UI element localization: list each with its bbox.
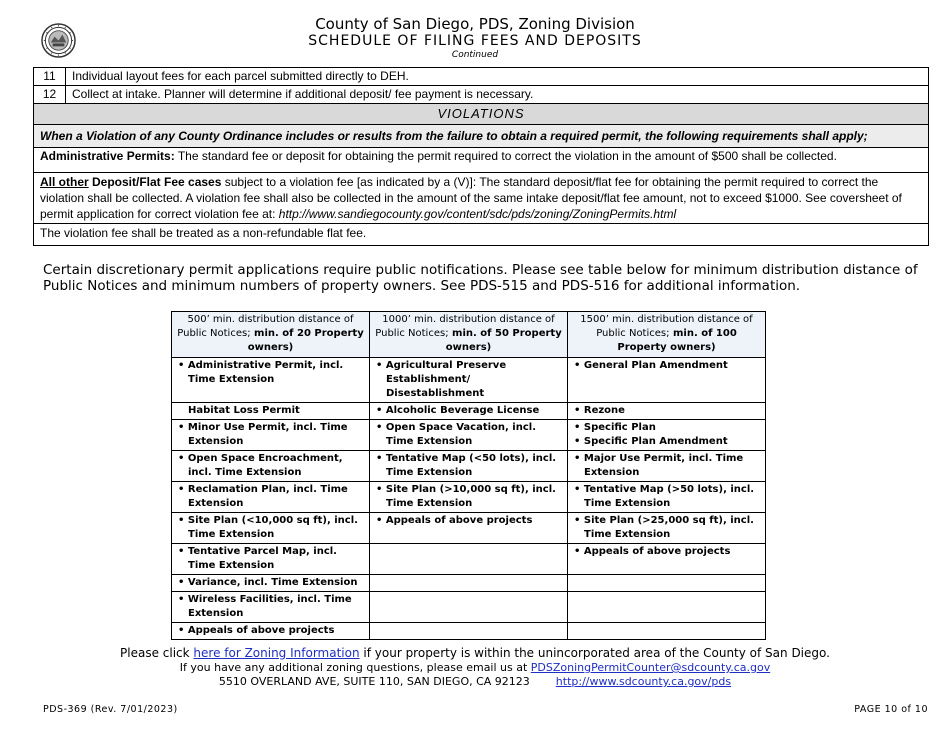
distribution-row (172, 358, 766, 403)
zoning-info-prefix: Please click (120, 646, 194, 660)
administrative-permits-row (34, 148, 929, 173)
non-refundable-text: The violation fee shall be treated as a non-refundable flat fee. (34, 224, 929, 246)
column-header-owners: min. of 50 Property owners) (445, 328, 562, 353)
distribution-cell (172, 482, 370, 513)
distribution-cell (568, 544, 766, 575)
administrative-permits-label: Administrative Permits: (40, 149, 175, 163)
violations-heading: VIOLATIONS (34, 104, 929, 125)
permit-type-item: • Open Space Vacation, incl. Time Extension (376, 422, 537, 447)
permit-type-item: • Alcoholic Beverage License (376, 405, 540, 416)
column-header-owners: min. of 20 Property owners) (247, 328, 364, 353)
permit-type-item: • Rezone (574, 405, 625, 416)
fees-table (33, 67, 929, 246)
permit-type-item: • Variance, incl. Time Extension (178, 577, 358, 588)
distribution-row (172, 482, 766, 513)
distribution-cell (370, 403, 568, 420)
distribution-cell (568, 403, 766, 420)
other-cases-text: subject to a violation fee [as indicated by a (V)]: The standard deposit/flat fee for obtaining the permit required to correct the violation shall be collected. A violation fee shall also be collected in the amount of the same intake deposit/flat fee amount, not to exceed $1000. See coversheet of permit application for correct violation fee at: (40, 175, 902, 221)
distribution-row (172, 420, 766, 451)
permit-type-item: • Administrative Permit, incl. Time Extension (178, 360, 344, 385)
distribution-cell (568, 451, 766, 482)
zoning-info-line (0, 646, 950, 661)
violation-requirements-text: When a Violation of any County Ordinance includes or results from the failure to obtain a required permit, the following requirements shall apply; (34, 125, 929, 148)
other-cases-label: Deposit/Flat Fee cases (88, 175, 222, 189)
distribution-row (172, 592, 766, 623)
permit-type-item: • Tentative Map (>50 lots), incl. Time Extension (574, 484, 755, 509)
distribution-cell (172, 513, 370, 544)
permit-type-item: • Appeals of above projects (178, 625, 335, 636)
distribution-row (172, 513, 766, 544)
distribution-cell (370, 513, 568, 544)
distribution-cell (370, 575, 568, 592)
distribution-row (172, 575, 766, 592)
column-header-1500ft (568, 312, 766, 358)
distribution-cell (172, 575, 370, 592)
permit-type-item: • Specific Plan Amendment (574, 436, 728, 447)
form-id: PDS-369 (Rev. 7/01/2023) (43, 704, 178, 715)
distribution-row (172, 544, 766, 575)
fee-row-text: Individual layout fees for each parcel submitted directly to DEH. (66, 68, 929, 86)
notice-distribution-table (171, 311, 766, 640)
column-header-distance: 500’ min. distribution distance of Public Notices; (177, 314, 354, 339)
distribution-cell (370, 420, 568, 451)
page-number: PAGE 10 of 10 (854, 704, 928, 715)
permit-type-item: • Tentative Map (<50 lots), incl. Time Extension (376, 453, 557, 478)
permit-type-item: • Wireless Facilities, incl. Time Extension (178, 594, 352, 619)
column-header-1000ft (370, 312, 568, 358)
fee-row-number: 11 (34, 68, 66, 86)
distribution-cell (568, 513, 766, 544)
other-cases-label-underlined: All other (40, 175, 89, 189)
distribution-cell (172, 358, 370, 403)
fee-row-12 (34, 86, 929, 104)
permit-type-item: • Appeals of above projects (376, 515, 533, 526)
distribution-header-row (172, 312, 766, 358)
permit-type-item: • Agricultural Preserve Establishment/ Disestablishment (376, 360, 507, 399)
permit-type-item: • Appeals of above projects (574, 546, 731, 557)
distribution-cell (172, 592, 370, 623)
email-line (0, 661, 950, 675)
other-cases-cell (34, 173, 929, 224)
distribution-cell (172, 403, 370, 420)
zoning-info-suffix: if your property is within the unincorporated area of the County of San Diego. (359, 646, 830, 660)
permit-type-item: • Minor Use Permit, incl. Time Extension (178, 422, 348, 447)
address: 5510 OVERLAND AVE, SUITE 110, SAN DIEGO, CA 92123 (218, 675, 530, 688)
distribution-cell (370, 451, 568, 482)
column-header-500ft (172, 312, 370, 358)
distribution-cell (370, 482, 568, 513)
permit-type-item: • Specific Plan (574, 422, 656, 433)
distribution-cell (568, 358, 766, 403)
administrative-permits-cell (34, 148, 929, 173)
distribution-cell (370, 592, 568, 623)
fee-row-number: 12 (34, 86, 66, 104)
distribution-cell (568, 623, 766, 640)
permit-type-item: • Reclamation Plan, incl. Time Extension (178, 484, 348, 509)
permit-type-item: • Site Plan (<10,000 sq ft), incl. Time Extension (178, 515, 358, 540)
header-title: County of San Diego, PDS, Zoning Division (315, 15, 635, 33)
non-refundable-row (34, 224, 929, 246)
email-link[interactable]: PDSZoningPermitCounter@sdcounty.ca.gov (530, 661, 771, 674)
violations-heading-row (34, 104, 929, 125)
permit-type-item: • Major Use Permit, incl. Time Extension (574, 453, 744, 478)
other-cases-row (34, 173, 929, 224)
distribution-row (172, 403, 766, 420)
distribution-cell (172, 420, 370, 451)
fee-row-11 (34, 68, 929, 86)
permit-type-item: • Site Plan (>10,000 sq ft), incl. Time Extension (376, 484, 556, 509)
distribution-cell (172, 623, 370, 640)
distribution-cell (370, 358, 568, 403)
zoning-info-link[interactable]: here for Zoning Information (193, 646, 360, 660)
distribution-cell (568, 482, 766, 513)
distribution-row (172, 451, 766, 482)
administrative-permits-text: The standard fee or deposit for obtaining the permit required to correct the violation in the amount of $500 shall be collected. (174, 149, 837, 163)
distribution-cell (568, 575, 766, 592)
header-subtitle: SCHEDULE OF FILING FEES AND DEPOSITS (308, 33, 642, 49)
violation-requirements-row (34, 125, 929, 148)
distribution-cell (172, 451, 370, 482)
website-link[interactable]: http://www.sdcounty.ca.gov/pds (555, 675, 732, 688)
email-prefix: If you have any additional zoning questions, please email us at (179, 661, 531, 674)
permit-type-item: • Site Plan (>25,000 sq ft), incl. Time Extension (574, 515, 754, 540)
address-line (0, 675, 950, 689)
distribution-cell (370, 623, 568, 640)
fee-row-text: Collect at intake. Planner will determine if additional deposit/ fee payment is necessary. (66, 86, 929, 104)
distribution-cell (172, 544, 370, 575)
column-header-distance: 1500’ min. distribution distance of Public Notices; (580, 314, 753, 339)
distribution-cell (568, 592, 766, 623)
public-notification-notice: Certain discretionary permit applications require public notifications. Please see table below for minimum distribution distance of Public Notices and minimum numbers of property owners. See PDS-515 and PDS-516 for additional information. (43, 262, 918, 294)
permit-type-item: • Open Space Encroachment, incl. Time Extension (178, 453, 343, 478)
zoning-permits-url: http://www.sandiegocounty.gov/content/sdc/pds/zoning/ZoningPermits.html (278, 207, 677, 221)
permit-type-item: • Tentative Parcel Map, incl. Time Extension (178, 546, 337, 571)
column-header-owners: min. of 100 Property owners) (617, 328, 737, 353)
permit-type-item: Habitat Loss Permit (188, 405, 300, 416)
distribution-cell (370, 544, 568, 575)
header-continued: Continued (451, 50, 499, 60)
permit-type-item: • General Plan Amendment (574, 360, 728, 371)
column-header-distance: 1000’ min. distribution distance of Public Notices; (375, 314, 555, 339)
distribution-row (172, 623, 766, 640)
distribution-cell (568, 420, 766, 451)
